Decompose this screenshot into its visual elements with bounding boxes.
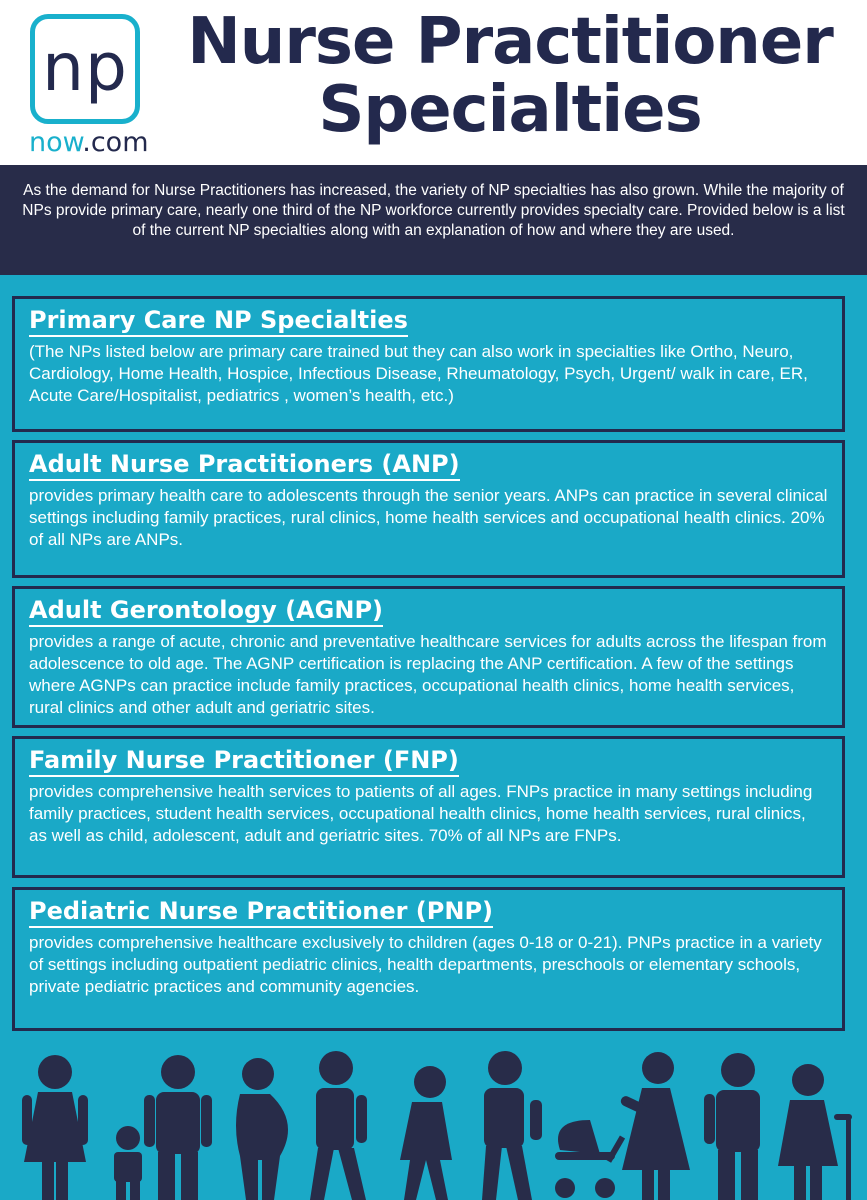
section-primary-care bbox=[12, 296, 845, 432]
section-heading: Family Nurse Practitioner (FNP) bbox=[29, 745, 459, 777]
logo-url-domain: .com bbox=[82, 127, 149, 158]
intro-text: As the demand for Nurse Practitioners has increased, the variety of NP specialties has also grown. While the majority of NPs provide primary care, nearly one third of the NP workforce currently provides specialty care. Provided below is a list of the current NP specialties along with an explanation of how and where they are used. bbox=[22, 182, 845, 239]
logo-url bbox=[29, 128, 149, 158]
elderly-woman-silhouette-icon bbox=[778, 1064, 852, 1200]
logo-url-now: now bbox=[29, 127, 83, 158]
walking-woman-silhouette-icon bbox=[400, 1066, 452, 1200]
intro-banner bbox=[0, 165, 867, 275]
section-fnp bbox=[12, 736, 845, 878]
section-heading: Pediatric Nurse Practitioner (PNP) bbox=[29, 896, 493, 928]
section-body: (The NPs listed below are primary care trained but they can also work in specialties like Ortho, Neuro, Cardiology, Home Health, Hospice, Infectious Disease, Rheumatology, Psych, Urgent/ walk in care, ER, Acute Care/Hospitalist, pediatrics , women’s health, etc.) bbox=[29, 342, 808, 405]
page-title-line2: Specialties bbox=[318, 73, 702, 147]
np-now-logo[interactable] bbox=[30, 14, 140, 124]
section-heading: Adult Nurse Practitioners (ANP) bbox=[29, 449, 460, 481]
woman-silhouette-icon bbox=[22, 1055, 88, 1200]
section-body: provides primary health care to adolescents through the senior years. ANPs can practice in several clinical settings including family practices, rural clinics, home health services and occupational health clinics. 20% of all NPs are ANPs. bbox=[29, 486, 828, 549]
man-with-bag-silhouette-icon bbox=[482, 1051, 542, 1200]
stroller-icon bbox=[555, 1120, 625, 1198]
pregnant-woman-silhouette-icon bbox=[236, 1058, 288, 1200]
people-silhouettes-illustration bbox=[0, 1040, 867, 1200]
page-title bbox=[170, 5, 850, 147]
elderly-man-silhouette-icon bbox=[704, 1053, 760, 1200]
section-anp bbox=[12, 440, 845, 578]
section-body: provides comprehensive health services to patients of all ages. FNPs practice in many settings including family practices, student health services, occupational health clinics, home health services, rural clinics, as well as child, adolescent, adult and geriatric sites. 70% of all NPs are FNPs. bbox=[29, 782, 813, 845]
section-heading: Primary Care NP Specialties bbox=[29, 305, 408, 337]
header bbox=[0, 0, 867, 165]
section-agnp bbox=[12, 586, 845, 728]
page-title-line1: Nurse Practitioner bbox=[187, 5, 833, 79]
logo-mark: np bbox=[42, 29, 128, 106]
section-body: provides comprehensive healthcare exclusively to children (ages 0-18 or 0-21). PNPs practice in a variety of settings including outpatient pediatric clinics, health departments, preschools or elementary schools, private pediatric practices and community agencies. bbox=[29, 933, 822, 996]
walking-man-silhouette-icon bbox=[310, 1051, 367, 1200]
man-silhouette-icon bbox=[144, 1055, 212, 1200]
section-heading: Adult Gerontology (AGNP) bbox=[29, 595, 383, 627]
child-silhouette-icon bbox=[114, 1126, 142, 1200]
mother-silhouette-icon bbox=[619, 1052, 690, 1200]
section-body: provides a range of acute, chronic and preventative healthcare services for adults across the lifespan from adolescence to old age. The AGNP certification is replacing the ANP certification. A few of the settings where AGNPs can practice include family practices, occupational health clinics, home health services, rural clinics and other adult and geriatric sites. bbox=[29, 632, 827, 717]
section-pnp bbox=[12, 887, 845, 1031]
